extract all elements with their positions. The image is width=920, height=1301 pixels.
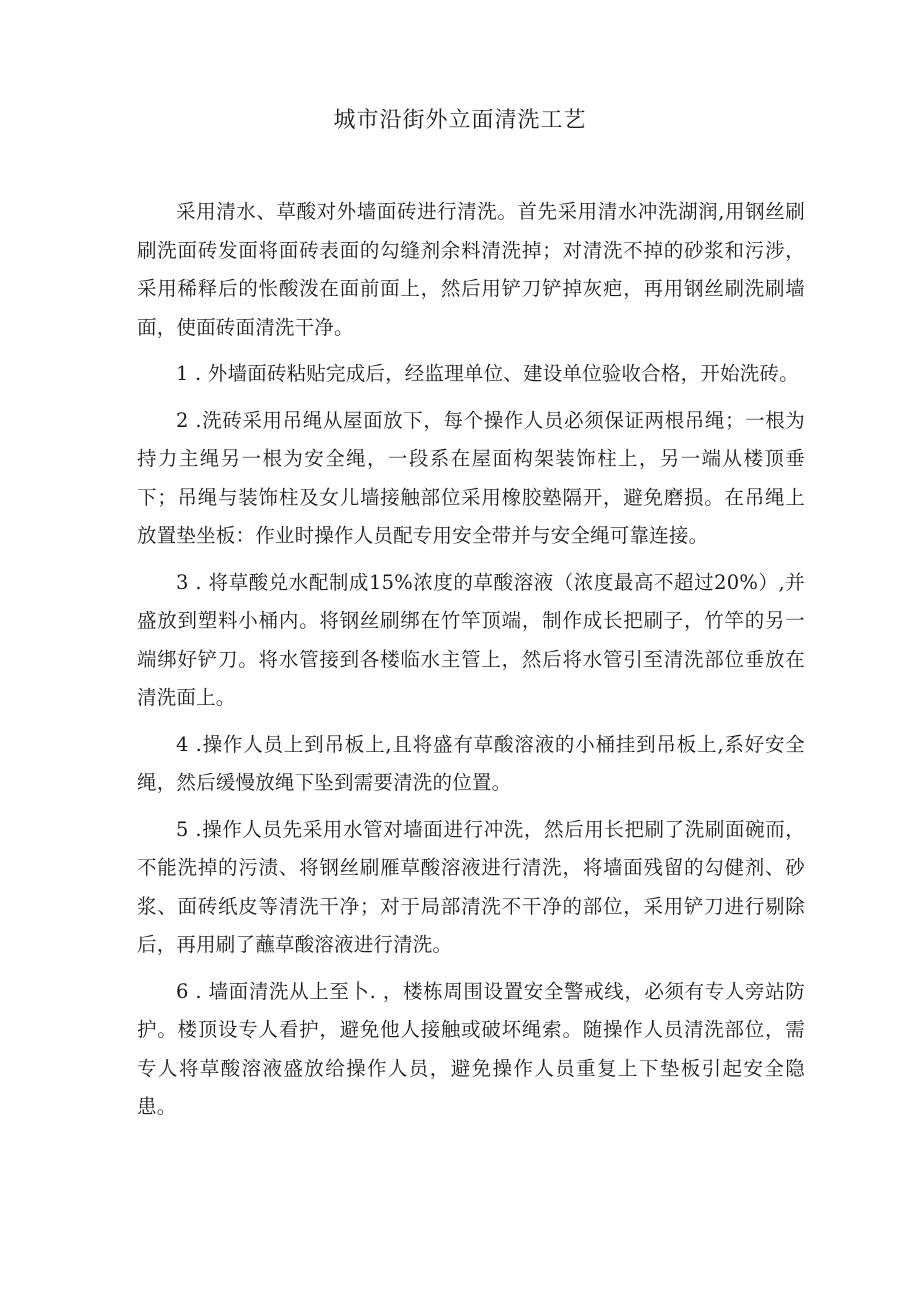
step-2-paragraph: 2 .洗砖采用吊绳从屋面放下，每个操作人员必须保证两根吊绳；一根为持力主绳另一根为安全绳，一段系在屋面构架装饰柱上，另一端从楼顶垂下；吊绳与装饰柱及女儿墙接触部位采用橡胶塾隔开，避免磨损。在吊绳上放置垫坐板：作业时操作人员配专用安全带并与安全绳可靠连接。: [137, 408, 805, 547]
step-1-paragraph: 1 . 外墙面砖粘贴完成后，经监理单位、建设单位验收合格，开始洗砖。: [176, 362, 799, 385]
step-5-paragraph: 5 .操作人员先采用水管对墙面进行冲洗，然后用长把刷了洗刷面碗而，不能洗掉的污渍、将钢丝刷雁草酸溶液进行清洗，将墙面残留的勾健剂、砂浆、面砖纸皮等清洗干净；对于局部清洗不干净的部位，采用铲刀进行剔除后，再用刷了蘸草酸溶液进行清洗。: [137, 817, 805, 956]
step-4-paragraph: 4 .操作人员上到吊板上,且将盛有草酸溶液的小桶挂到吊板上,系好安全绳，然后缓慢放绳下坠到需要清洗的位置。: [137, 732, 805, 794]
step-3-paragraph: 3 . 将草酸兑水配制成15%浓度的草酸溶液（浓度最高不超过20%）,并盛放到塑料小桶内。将钢丝刷绑在竹竿顶端，制作成长把刷子，竹竿的另一端绑好铲刀。将水管接到各楼临水主管上，然后将水管引至清洗部位垂放在清洗面上。: [137, 570, 805, 709]
intro-paragraph: 采用清水、草酸对外墙面砖进行清洗。首先采用清水冲洗湖润,用钢丝刷刷洗面砖发面将面砖表面的勾缝剂余料清洗掉；对清洗不掉的砂浆和污涉，采用稀释后的怅酸泼在面前面上，然后用铲刀铲掉灰疤，再用钢丝刷洗刷墙面，使面砖面清洗干净。: [137, 200, 805, 339]
document-body: [137, 193, 805, 1135]
step-6-paragraph: 6 . 墙面清洗从上至卜. ，楼栋周围设置安全警戒线，必须有专人旁站防护。楼顶设专人看护，避免他人接触或破坏绳索。随操作人员清洗部位，需专人将草酸溶液盛放给操作人员，避免操作人员重复上下垫板引起安全隐患。: [137, 979, 805, 1118]
document-title: 城市沿街外立面清洗工艺: [333, 108, 587, 133]
